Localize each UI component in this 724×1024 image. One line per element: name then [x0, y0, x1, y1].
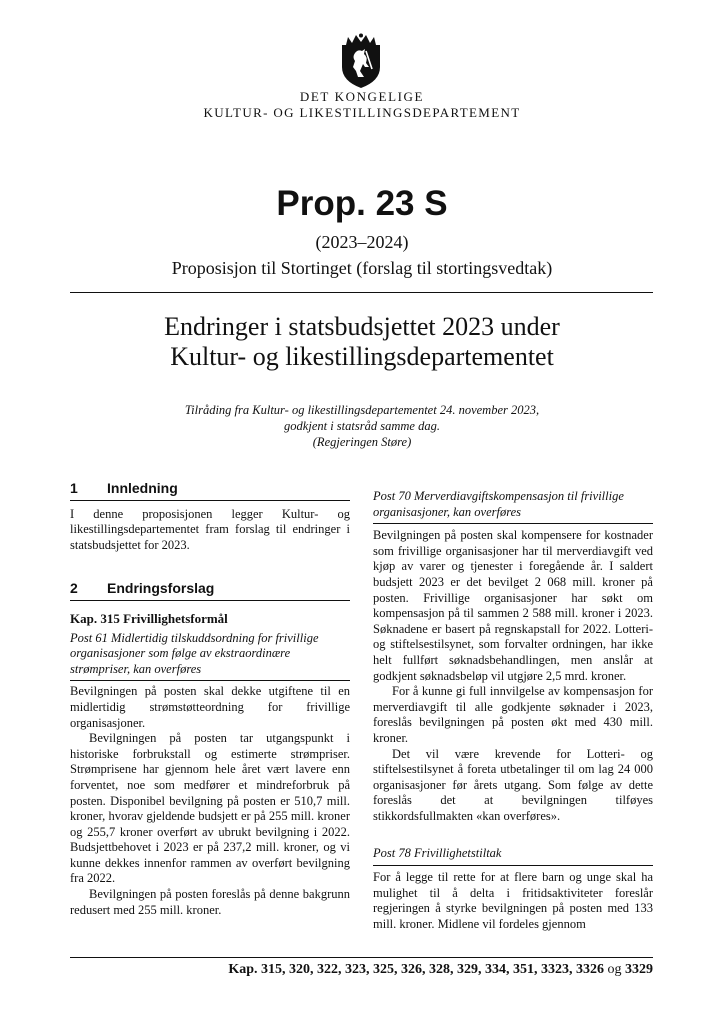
- section-number: 1: [70, 480, 78, 496]
- section-number: 2: [70, 580, 78, 597]
- post-heading: Post 70 Merverdiavgiftskompensasjon til frivillige organisasjoner, kan overføres: [373, 489, 653, 524]
- session-years: (2023–2024): [315, 232, 409, 252]
- paragraph: For å legge til rette for at flere barn og unge skal ha mulighet til å delta i fritidsaktiviteter foreslår regjeringen å styrke bevilgningen på posten med 133 mill. kroner. Midlene vil fordeles gjennom: [373, 870, 653, 931]
- paragraph: Bevilgningen på posten skal kompensere for kostnader som frivillige organisasjoner har til merverdiavgift ved kjøp av varer og tjenester i foregående år. I saldert budsjett 2023 er det bevilget 2 068 mill. kroner på posten. Frivillige organisasjoner har søkt om kompensasjon på til sammen 2 588 mill. kroner i 2023. Søknadene er basert på regnskapstall for 2022. Lotteri- og stiftelsestilsynet, som forvalter ordningen, har ikke helt fullført søknadsbehandlingen, men anslår at godkjent søknadsbeløp vil utgjøre 2,5 mrd. kroner.: [373, 528, 653, 683]
- proposition-subtitle: Proposisjon til Stortinget (forslag til stortingsvedtak): [171, 258, 553, 278]
- recommendation: [0, 402, 724, 450]
- chapter-heading: Kap. 315 Frivillighetsformål: [70, 610, 228, 626]
- chapter-list: [228, 962, 653, 978]
- recommendation-line3: (Regjeringen Støre): [312, 435, 412, 449]
- paragraph: Bevilgningen på posten tar utgangspunkt i historiske forbrukstall og estimerte strømpriser. Strømprisene har gjennom hele året vært lavere enn forventet, noe som medfører et mindreforbruk på posten. Disponibel bevilgning på posten er 510,7 mill. kroner, hvorav gjeldende budsjett er på 255 mill. kroner og 255,7 kroner overført av ubrukt bevilgning i 2022. Budsjettbehovet i 2023 er på 237,2 mill. kroner, og vi kunne dekkes innenfor rammen av overført bevilgning fra 2022.: [70, 731, 350, 886]
- document-title-line2: Kultur- og likestillingsdepartementet: [170, 342, 554, 371]
- paragraph: Det vil være krevende for Lotteri- og stiftelsestilsynet å foreta utbetalinger til om lag 24 000 organisasjoner før årets utgang. Som følge av dette foreslås det at bevilgningen tilføyes stikkordsfullmakten «kan overføres».: [373, 746, 653, 823]
- department-name-line2: KULTUR- OG LIKESTILLINGSDEPARTEMENT: [203, 105, 521, 120]
- norwegian-coat-of-arms-icon: [338, 33, 384, 89]
- section-heading-endringsforslag: [70, 581, 350, 601]
- recommendation-line1: Tilråding fra Kultur- og likestillingsdepartementet 24. november 2023,: [184, 403, 540, 417]
- proposition-number: Prop. 23 S: [276, 184, 448, 223]
- section-heading-innledning: [70, 481, 350, 501]
- paragraph: Bevilgningen på posten foreslås på denne bakgrunn redusert med 255 mill. kroner.: [70, 887, 350, 917]
- paragraph: I denne proposisjonen legger Kultur- og likestillingsdepartementet fram forslag til endringer i statsbudsjettet for 2023.: [70, 506, 350, 552]
- divider: [70, 292, 653, 293]
- footer-divider: [70, 957, 653, 958]
- section-title: Endringsforslag: [107, 580, 215, 597]
- chapter-last: 3329: [625, 962, 653, 977]
- section-title: Innledning: [107, 480, 178, 496]
- post-heading: Post 61 Midlertidig tilskuddsordning for frivillige organisasjoner som følge av ekstraordinære strømpriser, kan overføres: [70, 631, 350, 682]
- post-heading: Post 78 Frivillighetstiltak: [373, 846, 653, 866]
- left-column: [70, 481, 350, 918]
- chapter-numbers: Kap. 315, 320, 322, 323, 325, 326, 328, 329, 334, 351, 3323, 3326: [228, 962, 604, 977]
- document-title-line1: Endringer i statsbudsjettet 2023 under: [164, 312, 560, 341]
- paragraph: Bevilgningen på posten skal dekke utgiftene til en midlertidig strømstøtteordning for frivillige organisasjoner.: [70, 684, 350, 730]
- department-name-line1: DET KONGELIGE: [299, 89, 425, 104]
- recommendation-line2: godkjent i statsråd samme dag.: [284, 419, 440, 433]
- document-title: [0, 312, 724, 372]
- paragraph: For å kunne gi full innvilgelse av kompensasjon for merverdiavgift til alle godkjente søknader i 2023, foreslås bevilgningen på posten økt med 430 mill. kroner.: [373, 684, 653, 745]
- chapter-conjunction: og: [607, 962, 622, 977]
- right-column: [373, 489, 653, 932]
